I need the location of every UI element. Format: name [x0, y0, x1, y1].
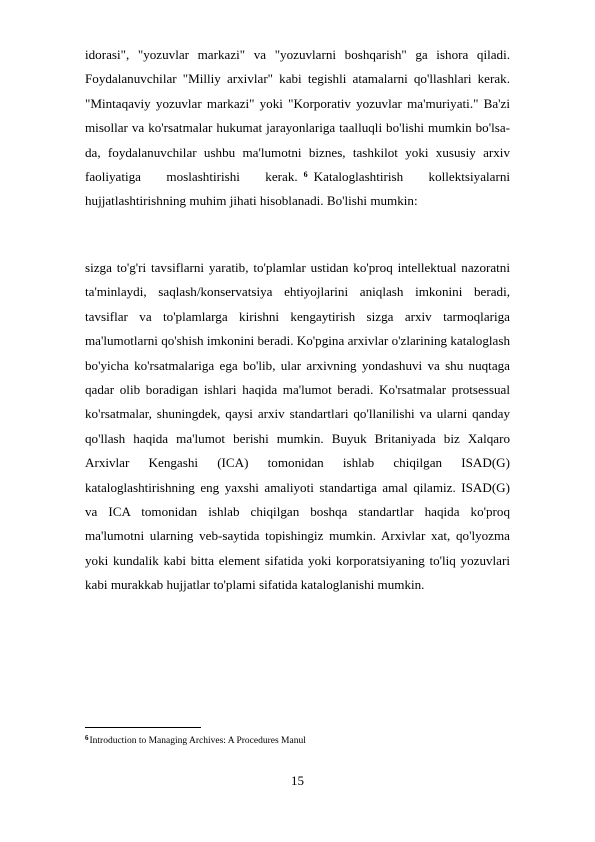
paragraph-text: Kataloglashtirish kollektsiyalarni hujjatlashtirishning muhim jihati hisoblanadi. Bo'lishi mumkin: — [85, 169, 511, 209]
page-number: 15 — [291, 773, 304, 788]
body-paragraph — [85, 43, 510, 214]
paragraph-text: idorasi", "yozuvlar markazi" va "yozuvlarni boshqarish" ga ishora qiladi. Foydalanuvchilar "Milliy arxivlar" kabi tegishli atamalarni qo'llashlari kerak. "Mintaqaviy yozuvlar markazi" yoki "Korporativ yozuvlar ma'muriyati." Ba'zi misollar va ko'rsatmalar hukumat jarayonlariga taalluqli bo'lishi mumkin bo'lsa-da, foydalanuvchilar ushbu ma'lumotni biznes, tashkilot yoki xususiy arxiv faoliyatiga moslashtirishi kerak. — [85, 47, 510, 185]
body-paragraph: sizga to'g'ri tavsiflarni yaratib, to'plamlar ustidan ko'proq intellektual nazoratni ta'minlaydi, saqlash/konservatsiya ehtiyojlarini aniqlash imkonini beradi, tavsiflar va to'plamlarga kirishni kengaytirish sizga arxiv tarmoqlariga ma'lumotlarni qo'shish imkonini beradi. Ko'pgina arxivlar o'zlarining kataloglash bo'yicha ko'rsatmalariga ega bo'lib, ular arxivning yondashuvi va shu nuqtaga qadar olib boradigan ishlari haqida ma'lumot beradi. Ko'rsatmalar protsessual ko'rsatmalar, shuningdek, qaysi arxiv standartlari qo'llanilishi va ularni qanday qo'llash haqida ma'lumot berishi mumkin. Buyuk Britaniyada biz Xalqaro Arxivlar Kengashi (ICA) tomonidan ishlab chiqilgan ISAD(G) kataloglashtirishning eng yaxshi amaliyoti standartiga amal qilamiz. ISAD(G) va ICA tomonidan ishlab chiqilgan boshqa standartlar haqida ko'proq ma'lumotni ularning veb-saytida topishingiz mumkin. Arxivlar xat, qo'lyozma yoki kundalik kabi bitta element sifatida yoki korporatsiyaning to'liq yozuvlari kabi murakkab hujjatlar to'plami sifatida kataloglanishi mumkin. — [85, 260, 510, 593]
footnote-text: Introduction to Managing Archives: A Procedures Manul — [89, 736, 306, 746]
footnote-reference[interactable]: 6 — [303, 170, 308, 180]
footnote-separator — [85, 727, 201, 728]
footnote-mark: 6 — [85, 734, 89, 742]
footnote — [85, 731, 306, 748]
